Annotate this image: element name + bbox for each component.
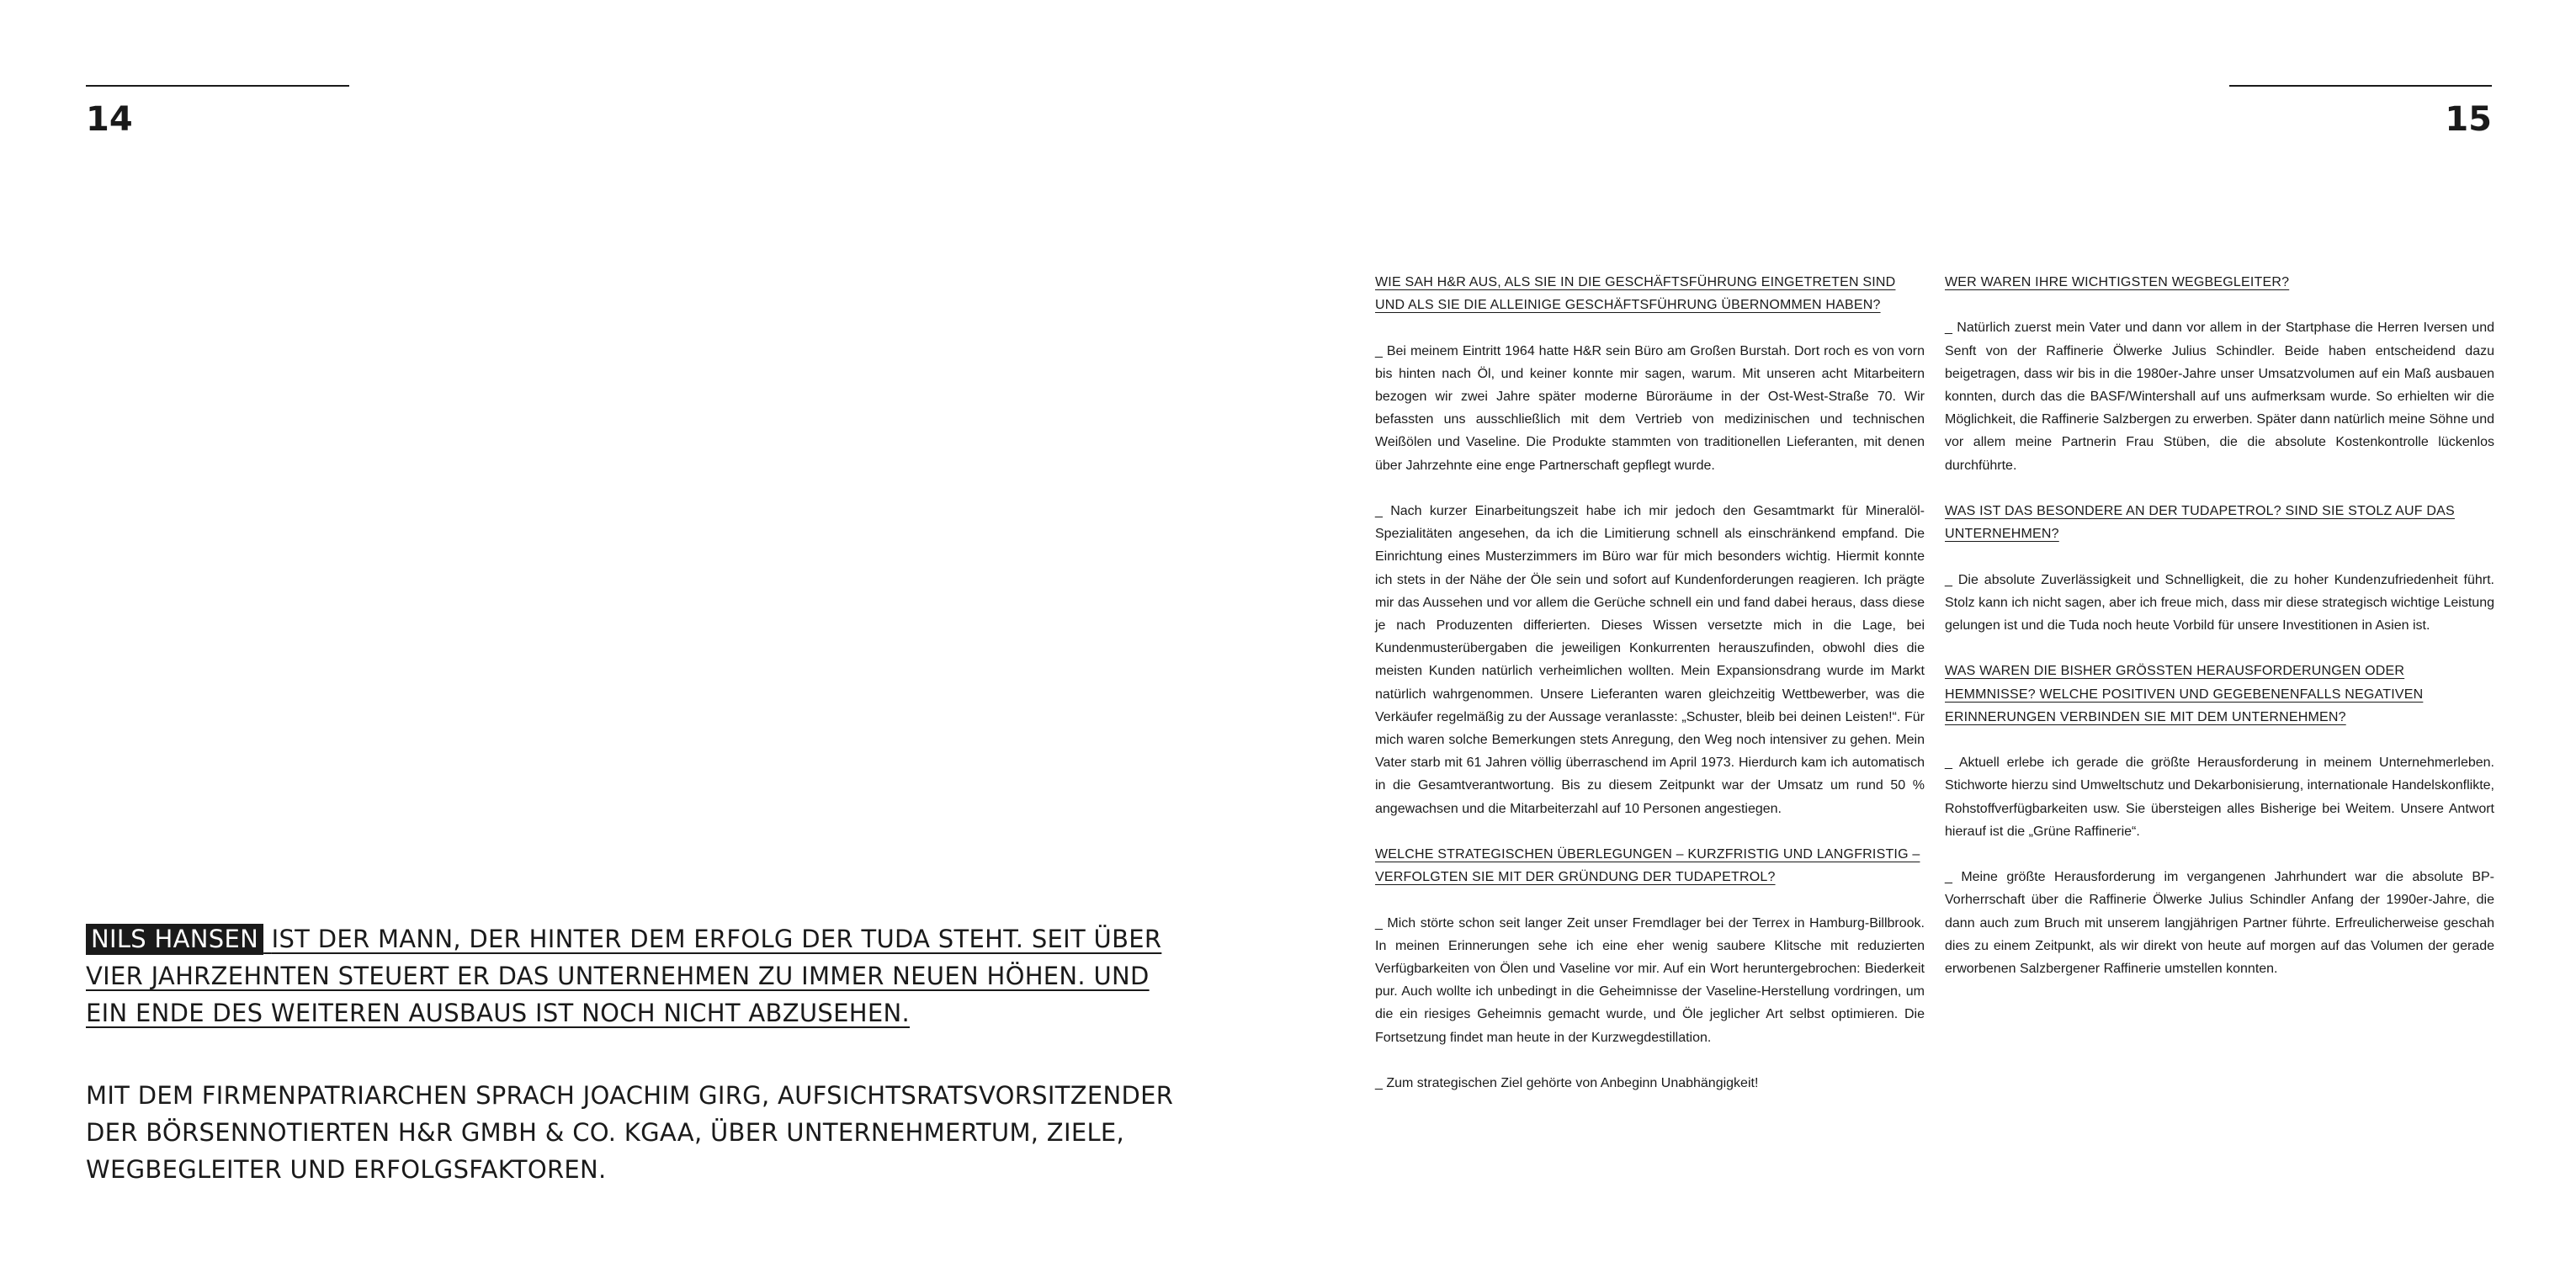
question: WIE SAH H&R AUS, ALS SIE IN DIE GESCHÄFTSFÜHRUNG EINGETRETEN SIND UND ALS SIE DIE ALLEINIGE GESCHÄFTSFÜHRUNG ÜBERNOMMEN HABEN? — [1375, 275, 1896, 313]
answer-paragraph: _ Zum strategischen Ziel gehörte von Anbeginn Unabhängigkeit! — [1375, 1076, 1759, 1091]
page-number-right: 15 — [2445, 100, 2492, 139]
right-header-rule — [2229, 85, 2492, 87]
question: WELCHE STRATEGISCHEN ÜBERLEGUNGEN – KURZFRISTIG UND LANGFRISTIG – VERFOLGTEN SIE MIT DER GRÜNDUNG DER TUDAPETROL? — [1375, 847, 1920, 885]
answer-paragraph: _ Die absolute Zuverlässigkeit und Schnelligkeit, die zu hoher Kundenzufriedenheit führt. Stolz kann ich nicht sagen, aber ich freue mich, dass mir diese strategisch wichtige Leistung gelungen ist und die Tuda noch heute Vorbild für unsere Investitionen in Asien ist. — [1945, 572, 2494, 633]
answer-paragraph: _ Aktuell erlebe ich gerade die größte Herausforderung in meinem Unternehmerleben. Stichworte hierzu sind Umweltschutz und Dekarbonisierung, internationale Handelskonflikte, Rohstoffverfügbarkeiten usw. Sie übersteigen alles Bisherige bei Weitem. Unsere Antwort hierauf ist die „Grüne Raffinerie“. — [1945, 756, 2494, 839]
highlighted-name: NILS HANSEN — [86, 924, 263, 955]
answer-paragraph: _ Mich störte schon seit langer Zeit unser Fremdlager bei der Terrex in Hamburg-Billbrook. In meinen Erinnerungen sehe ich eine eher wenig saubere Klitsche mit reduzierten Verfügbarkeiten von Ölen und Vaseline vor mir. Auf ein Wort heruntergebrochen: Biederkeit pur. Auch wollte ich unbedingt in die Geheimnisse der Vaseline-Herstellung vordringen, um die ein riesiges Geheimnis gemacht wurde, und Öle jeglicher Art selbst optimieren. Die Fortsetzung findet man heute in der Kurzwegdestillation. — [1375, 915, 1925, 1045]
answer-paragraph: _ Nach kurzer Einarbeitungszeit habe ich mir jedoch den Gesamtmarkt für Mineralöl-Spezialitäten angesehen, da ich die Limitierung schnell als einschränkend empfand. Die Einrichtung eines Musterzimmers im Büro war für mich besonders wichtig. Hiermit konnte ich stets in der Nähe der Öle sein und sofort auf Kundenforderungen reagieren. Ich prägte mir das Aussehen und vor allem die Gerüche schnell ein und fand dabei heraus, dass diese je nach Produzenten differierten. Dieses Wissen versetzte mich in die Lage, bei Kundenmusterübergaben die jeweiligen Konkurrenten herauszufinden, obwohl dies die meisten Kunden natürlich verheimlichen wollten. Mein Expansionsdrang wurde im Markt natürlich wahrgenommen. Unsere Lieferanten waren gleichzeitig Wettbewerber, was die Verkäufer regelmäßig zu der Aussage veranlasste: „Schuster, bleib bei deinen Leisten!“. Für mich waren solche Bemerkungen stets Anregung, den Weg noch intensiver zu gehen. Mein Vater starb mit 61 Jahren völlig überraschend im April 1973. Hierdurch kam ich automatisch in die Gesamtverantwortung. Bis zu diesem Zeitpunkt war der Umsatz um rund 50 % angewachsen und die Mitarbeiterzahl auf 10 Personen angestiegen. — [1375, 504, 1925, 816]
page-number-left: 14 — [86, 100, 133, 139]
question: WAS IST DAS BESONDERE AN DER TUDAPETROL? SIND SIE STOLZ AUF DAS UNTERNEHMEN? — [1945, 504, 2455, 542]
interview-intro: MIT DEM FIRMENPATRIARCHEN SPRACH JOACHIM GIRG, AUFSICHTSRATSVORSITZENDER DER BÖRSENNOTIERTEN H&R GMBH & CO. KGAA, ÜBER UNTERNEHMERTUM, ZIELE, WEGBEGLEITER UND ERFOLGSFAKTOREN. — [86, 1081, 1174, 1184]
lead-statement — [86, 920, 1180, 1031]
text-column-1 — [1375, 271, 1925, 1117]
left-header-rule — [86, 85, 349, 87]
answer-paragraph: _ Meine größte Herausforderung im vergangenen Jahrhundert war die absolute BP-Vorherrschaft über die Raffinerie Ölwerke Julius Schindler Anfang der 1990er-Jahre, die dann auch zum Bruch mit unserem langjährigen Partner führte. Erfreulicherweise geschah dies zu einem Zeitpunkt, als wir direkt von heute auf morgen auf das Volumen der gerade erworbenen Salzbergener Raffinerie umstellen konnten. — [1945, 870, 2494, 976]
question: WAS WAREN DIE BISHER GRÖSSTEN HERAUSFORDERUNGEN ODER HEMMNISSE? WELCHE POSITIVEN UND GEGEBENENFALLS NEGATIVEN ERINNERUNGEN VERBINDEN SIE MIT DEM UNTERNEHMEN? — [1945, 664, 2424, 724]
answer-paragraph: _ Bei meinem Eintritt 1964 hatte H&R sein Büro am Großen Burstah. Dort roch es von vorn bis hinten nach Öl, und keiner konnte mir sagen, warum. Mit unseren acht Mitarbeitern bezogen wir zwei Jahre später moderne Büroräume in der Ost-West-Straße 70. Wir befassten uns ausschließlich mit dem Vertrieb von medizinischen und technischen Weißölen und Vaseline. Die Produkte stammten von traditionellen Lieferanten, mit denen über Jahrzehnte eine enge Partnerschaft gepflegt wurde. — [1375, 343, 1925, 473]
answer-paragraph: _ Natürlich zuerst mein Vater und dann vor allem in der Startphase die Herren Iversen und Senft von der Raffinerie Ölwerke Julius Schindler. Beide haben entscheidend dazu beigetragen, dass wir bis in die 1980er-Jahre unser Umsatzvolumen auf ein Maß ausbauen konnten, durch das die BASF/Wintershall auf uns aufmerksam wurde. So erhielten wir die Möglichkeit, die Raffinerie Salzbergen zu erwerben. Später dann natürlich meine Söhne und vor allem meine Partnerin Frau Stüben, die die absolute Kostenkontrolle lückenlos durchführte. — [1945, 321, 2494, 473]
question: WER WAREN IHRE WICHTIGSTEN WEGBEGLEITER? — [1945, 275, 2290, 289]
lead-text: IST DER MANN, DER HINTER DEM ERFOLG DER TUDA STEHT. SEIT ÜBER VIER JAHRZEHNTEN STEUERT ER DAS UNTERNEHMEN ZU IMMER NEUEN HÖHEN. UND EIN ENDE DES WEITEREN AUSBAUS IST NOCH NICHT ABZUSEHEN. — [86, 925, 1162, 1027]
text-column-2 — [1945, 271, 2494, 1003]
